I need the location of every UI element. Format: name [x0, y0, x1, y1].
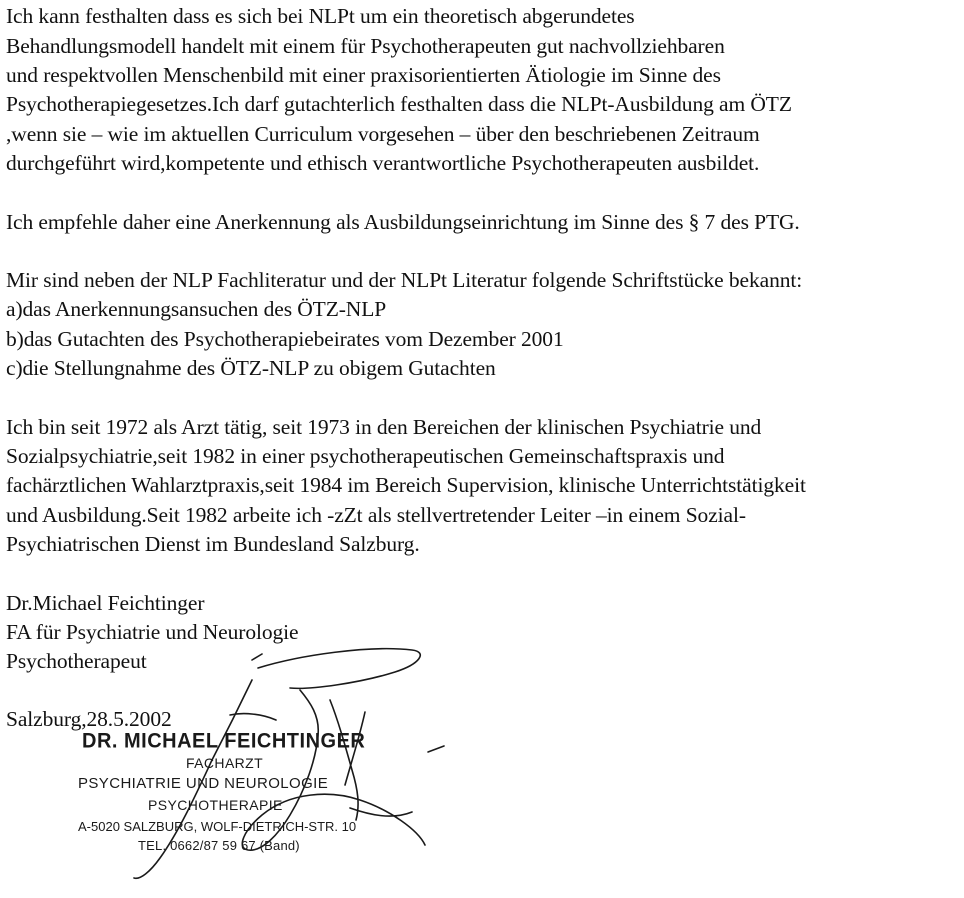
- signatory-name: Dr.Michael Feichtinger: [6, 591, 205, 615]
- recommendation-line: Ich empfehle daher eine Anerkennung als Ausbildungseinrichtung im Sinne des § 7 des PTG.: [6, 210, 800, 234]
- documents-intro-line: Mir sind neben der NLP Fachliteratur und der NLPt Literatur folgende Schriftstücke bekannt:: [6, 268, 803, 292]
- document-item-c: c)die Stellungnahme des ÖTZ-NLP zu obigem Gutachten: [6, 356, 496, 380]
- paragraph-1-line-3: und respektvollen Menschenbild mit einer praxisorientierten Ätiologie im Sinne des: [6, 63, 721, 87]
- stamp-specialty: PSYCHIATRIE UND NEUROLOGIE: [78, 775, 329, 792]
- paragraph-1-line-4: Psychotherapiegesetzes.Ich darf gutachterlich festhalten dass die NLPt-Ausbildung am ÖTZ: [6, 92, 792, 116]
- paragraph-1-line-2: Behandlungsmodell handelt mit einem für Psychotherapeuten gut nachvollziehbaren: [6, 34, 725, 58]
- credentials-line-3: fachärztlichen Wahlarztpraxis,seit 1984 im Bereich Supervision, klinische Unterrichtstätigkeit: [6, 473, 806, 497]
- signatory-specialty: FA für Psychiatrie und Neurologie: [6, 620, 299, 644]
- signatory-role: Psychotherapeut: [6, 649, 147, 673]
- paragraph-1-line-5: ,wenn sie – wie im aktuellen Curriculum vorgesehen – über den beschriebenen Zeitraum: [6, 122, 760, 146]
- stamp-phone: TEL. 0662/87 59 67 (Band): [138, 838, 300, 853]
- document-item-a: a)das Anerkennungsansuchen des ÖTZ-NLP: [6, 297, 387, 321]
- stamp-title: FACHARZT: [186, 755, 264, 771]
- document-item-b: b)das Gutachten des Psychotherapiebeirates vom Dezember 2001: [6, 327, 564, 351]
- credentials-line-1: Ich bin seit 1972 als Arzt tätig, seit 1973 in den Bereichen der klinischen Psychiatrie und: [6, 415, 762, 439]
- paragraph-1-line-6: durchgeführt wird,kompetente und ethisch verantwortliche Psychotherapeuten ausbildet.: [6, 151, 760, 175]
- stamp-address: A-5020 SALZBURG, WOLF-DIETRICH-STR. 10: [78, 819, 357, 834]
- stamp-therapy: PSYCHOTHERAPIE: [148, 797, 283, 813]
- place-and-date: Salzburg,28.5.2002: [6, 707, 172, 731]
- stamp-name: DR. MICHAEL FEICHTINGER: [82, 729, 366, 753]
- credentials-line-5: Psychiatrischen Dienst im Bundesland Salzburg.: [6, 532, 420, 556]
- paragraph-1-line-1: Ich kann festhalten dass es sich bei NLPt um ein theoretisch abgerundetes: [6, 4, 635, 28]
- credentials-line-4: und Ausbildung.Seit 1982 arbeite ich -zZt als stellvertretender Leiter –in einem Sozial-: [6, 503, 746, 527]
- credentials-line-2: Sozialpsychiatrie,seit 1982 in einer psychotherapeutischen Gemeinschaftspraxis und: [6, 444, 725, 468]
